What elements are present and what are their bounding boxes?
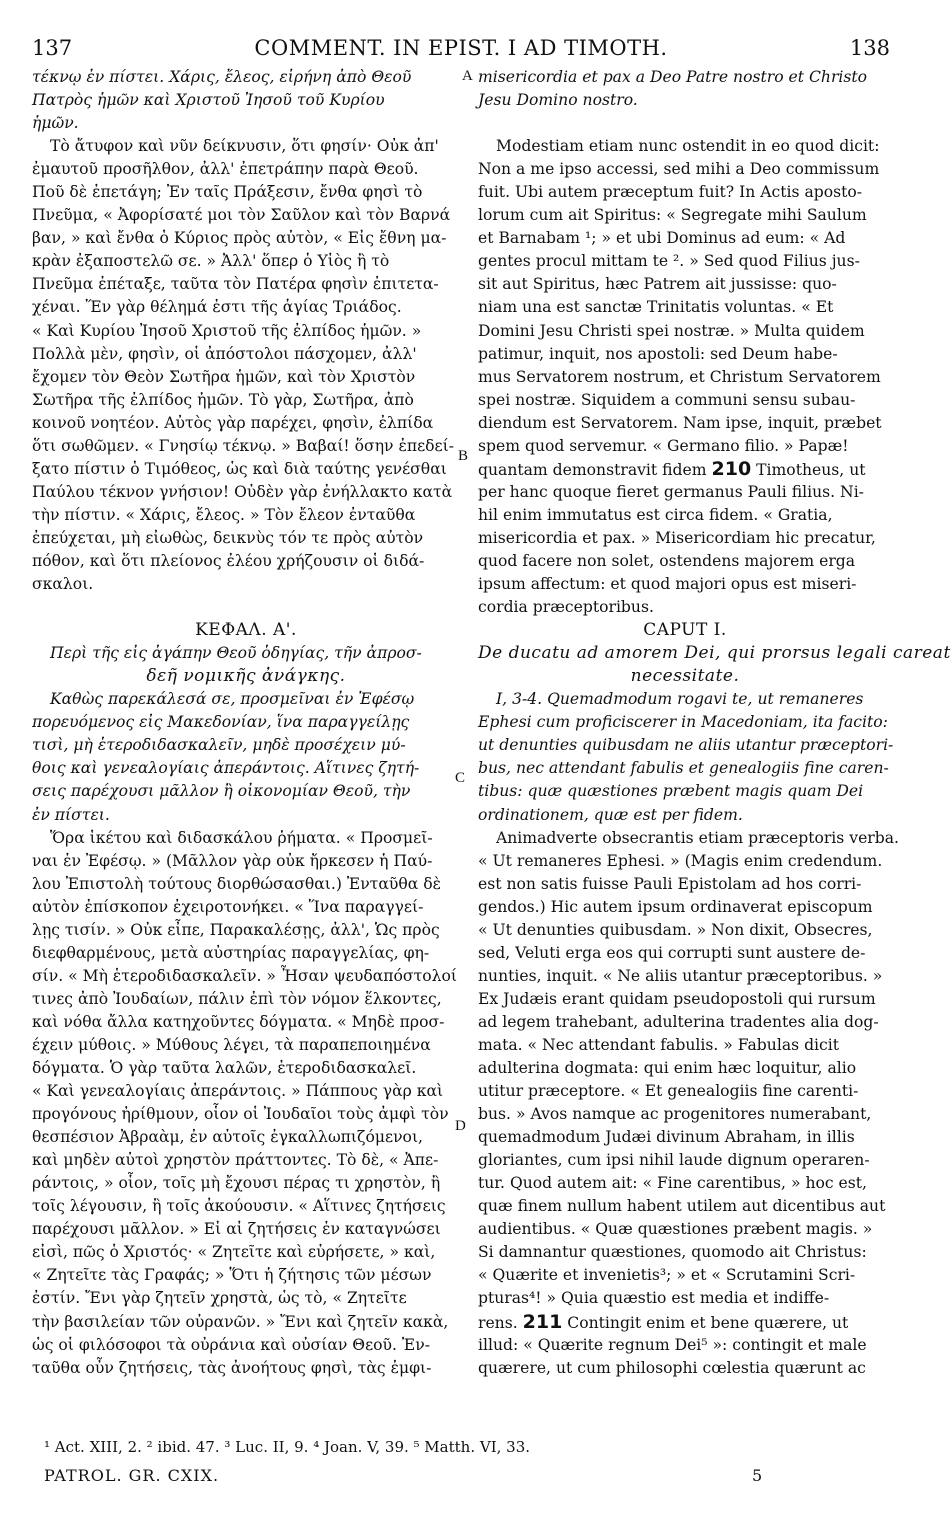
latin-line: quærere, ut cum philosophi cœlestia quærunt ac <box>478 1358 866 1377</box>
column-number: 211 <box>522 1310 563 1333</box>
greek-line: παρέχουσι μᾶλλον. » Εἰ αἱ ζητήσεις ἐν καταγνώσει <box>32 1220 441 1239</box>
latin-line: Ephesi cum proficiscerer in Macedoniam, ita facito: <box>478 713 888 732</box>
greek-line: ἐμαυτοῦ προσῆλθον, ἀλλ' ἐπετράπην παρὰ Θεοῦ. <box>32 160 419 179</box>
greek-line: θεσπέσιον Ἀβραὰμ, ἐν αὐτοῖς ἐγκαλλωπιζόμενοι, <box>32 1128 424 1147</box>
latin-line: gentes procul mittam te ². » Sed quod Filius jus- <box>478 252 860 271</box>
latin-line: gendos.) Hic autem ipsum ordinaverat episcopum <box>478 897 873 916</box>
latin-line <box>478 112 892 135</box>
latin-line: « Quærite et invenietis³; » et « Scrutamini Scri- <box>478 1266 856 1285</box>
latin-line: spem quod servemur. « Germano filio. » Papæ! <box>478 436 849 455</box>
margin-letter-a: A <box>462 68 473 84</box>
greek-line: διεφθαρμένους, μετὰ αὐστηρίας παραγγελίας, φη- <box>32 943 430 962</box>
latin-line: bus, nec attendant fabulis et genealogiis fine caren- <box>478 759 889 778</box>
latin-line: Si damnantur quæstiones, quomodo ait Christus: <box>478 1243 867 1262</box>
greek-line: Σωτῆρα τῆς ἐλπίδος ἡμῶν. Τὸ γὰρ, Σωτῆρα, ἀπὸ <box>32 390 414 409</box>
running-title: COMMENT. IN EPIST. I AD TIMOTH. <box>254 36 668 60</box>
latin-line: CAPUT I. <box>643 620 727 641</box>
latin-line: necessitate. <box>630 666 740 687</box>
footnotes: ¹ Act. XIII, 2. ² ibid. 47. ³ Luc. II, 9. ⁴ Joan. V, 39. ⁵ Matth. VI, 33. <box>44 1438 531 1456</box>
greek-line: ὡς οἱ φιλόσοφοι τὰ οὐράνια καὶ οὐσίαν Θεοῦ. Ἐν- <box>32 1335 430 1354</box>
latin-line: pturas⁴! » Quia quæstio est media et indiffe- <box>478 1289 830 1308</box>
latin-line: « Ut denunties quibusdam. » Non dixit, Obsecres, <box>478 920 873 939</box>
column-number: 210 <box>711 457 752 480</box>
latin-line: quemadmodum Judæi divinum Abraham, in illis <box>478 1128 855 1147</box>
latin-line: cordia præceptoribus. <box>478 598 654 617</box>
greek-line: έχειν μύθοις. » Μύθους λέγει, τὰ παραπεποιημένα <box>32 1035 431 1054</box>
greek-line: Πολλὰ μὲν, φησὶν, οἱ ἀπόστολοι πάσχομεν, ἀλλ' <box>32 344 417 363</box>
latin-line: ad legem trahebant, adulterina tradentes alia dog- <box>478 1012 879 1031</box>
greek-line: σίν. « Μὴ ἑτεροδιδασκαλεῖν. » Ἦσαν ψευδαπόστολοί <box>32 966 457 985</box>
latin-line: Domini Jesu Christi spei nostræ. » Multa quidem <box>478 321 865 340</box>
greek-line: κοινοῦ νοητέον. Αὐτὸς γὰρ παρέχει, φησὶν, ἐλπίδα <box>32 413 434 432</box>
greek-line: βαν, » καὶ ἔνθα ὁ Κύριος πρὸς αὐτὸν, « Εἰς ἔθνη μα- <box>32 229 447 248</box>
latin-line: nunties, inquit. « Ne aliis utantur præceptoribus. » <box>478 966 883 985</box>
greek-line: « Καὶ γενεαλογίαις ἀπεράντοις. » Πάππους γὰρ καὶ <box>32 1082 444 1101</box>
page-number-right: 138 <box>849 36 890 60</box>
latin-line: gloriantes, cum ipsi nihil laude dignum operaren- <box>478 1151 870 1170</box>
greek-line: Καθὼς παρεκάλεσά σε, προσμεῖναι ἐν Ἐφέσῳ <box>50 690 415 709</box>
greek-line: ξατο πίστιν ὁ Τιμόθεος, ὡς καὶ διὰ ταύτης γενέσθαι <box>32 459 447 478</box>
latin-line: misericordia et pax a Deo Patre nostro et Christo <box>478 68 868 86</box>
latin-line: fuit. Ubi autem præceptum fuit? In Actis aposto- <box>478 183 863 202</box>
greek-line: σεις παρέχουσι μᾶλλον ἢ οἰκονομίαν Θεοῦ, τὴν <box>32 782 411 801</box>
greek-line: « Ζητεῖτε τὰς Γραφάς; » Ὅτι ἡ ζήτησις τῶν μέσων <box>32 1266 432 1285</box>
latin-line: Jesu Domino nostro. <box>478 91 638 110</box>
latin-line: Non a me ipso accessi, sed mihi a Deo commissum <box>478 160 880 179</box>
latin-line: Modestiam etiam nunc ostendit in eo quod dicit: <box>496 137 880 156</box>
greek-line: ὅτι σωθῶμεν. « Γνησίῳ τέκνῳ. » Βαβαί! ὅσην ἐπεδεί- <box>32 436 455 455</box>
greek-line: αὐτὸν ἐπίσκοπον ἐχειροτονήκει. « Ἵνα παραγγεί- <box>32 897 424 916</box>
running-header <box>32 36 890 64</box>
greek-line <box>32 596 460 619</box>
greek-line: ἔχομεν τὸν Θεὸν Σωτῆρα ἡμῶν, καὶ τὸν Χριστὸν <box>32 367 416 386</box>
latin-line: rens. 211 Contingit enim et bene quærere, ut <box>478 1310 849 1333</box>
greek-line: ἡμῶν. <box>32 114 79 133</box>
greek-line: ἐπεύχεται, μὴ εἰωθὼς, δεικνὺς τόν τε πρὸς αὐτὸν <box>32 528 424 547</box>
latin-line: Ex Judæis erant quidam pseudopostoli qui rursum <box>478 989 876 1008</box>
greek-line: προγόνους ἠρίθμουν, οἷον οἱ Ἰουδαῖοι τοὺς ἀμφὶ τὸν <box>32 1105 449 1124</box>
latin-line: ut denunties quibusdam ne aliis utantur præceptori- <box>478 736 894 755</box>
latin-line: et Barnabam ¹; » et ubi Dominus ad eum: « Ad <box>478 229 846 248</box>
latin-line: adulterina dogmata: qui enim hæc loquitur, alio <box>478 1059 857 1078</box>
greek-line: ταῦθα οὖν ζητήσεις, τὰς ἀνοήτους φησὶ, τὰς ἐμφι- <box>32 1358 432 1377</box>
greek-line: ἐστίν. Ἔνι γὰρ ζητεῖν χρηστὰ, ὡς τὸ, « Ζητεῖτε <box>32 1289 407 1308</box>
greek-line: δόγματα. Ὁ γὰρ ταῦτα λαλῶν, ἑτεροδιδασκαλεῖ. <box>32 1059 417 1078</box>
latin-line: utitur præceptore. « Et genealogiis fine carenti- <box>478 1082 859 1101</box>
greek-line: πόθον, καὶ ὅτι πλείονος ἐλέου χρήζουσιν οἱ διδά- <box>32 551 425 570</box>
latin-line: quæ finem nullum habent utilem aut dicentibus aut <box>478 1197 886 1216</box>
latin-line: sit aut Spiritus, hæc Patrem ait jussisse: quo- <box>478 275 837 294</box>
greek-line: εἰσὶ, πῶς ὁ Χριστός· « Ζητεῖτε καὶ εὑρήσετε, » καὶ, <box>32 1243 436 1262</box>
latin-column <box>478 66 951 1380</box>
latin-line: spei nostræ. Siquidem a communi sensu subau- <box>478 390 856 409</box>
latin-line: mata. « Nec attendant fabulis. » Fabulas dicit <box>478 1035 840 1054</box>
latin-line: audientibus. « Quæ quæstiones præbent magis. » <box>478 1220 873 1239</box>
greek-line: λῃς τισίν. » Οὐκ εἶπε, Παρακαλέσῃς, ἀλλ', Ὡς πρὸς <box>32 920 440 939</box>
greek-line: Πατρὸς ἡμῶν καὶ Χριστοῦ Ἰησοῦ τοῦ Κυρίου <box>32 91 385 110</box>
latin-line: bus. » Avos namque ac progenitores numerabant, <box>478 1105 872 1124</box>
footer-series: PATROL. GR. CXIX. <box>44 1466 220 1485</box>
latin-line: quod facere non solet, ostendens majorem erga <box>478 551 856 570</box>
latin-line: Animadverte obsecrantis etiam præceptoris verba. <box>496 828 899 847</box>
latin-line: ipsum affectum: et quod majori opus est miseri- <box>478 575 857 594</box>
greek-line: « Καὶ Κυρίου Ἰησοῦ Χριστοῦ τῆς ἐλπίδος ἡμῶν. » <box>32 321 422 340</box>
greek-line: χέναι. Ἕν γὰρ θέλημά ἐστι τῆς ἁγίας Τριάδος. <box>32 298 402 317</box>
greek-line: θοις καὶ γενεαλογίαις ἀπεράντοις. Αἵτινες ζητή- <box>32 759 420 778</box>
greek-column <box>32 66 460 1380</box>
greek-line: λου Ἐπιστολὴ τούτους διορθώσασθαι.) Ἐνταῦθα δὲ <box>32 874 441 893</box>
latin-line: per hanc quoque fieret germanus Pauli filius. Ni- <box>478 482 864 501</box>
greek-line: καὶ νόθα ἄλλα κατηχοῦντες δόγματα. « Μηδὲ προσ- <box>32 1012 445 1031</box>
latin-line: sed, Veluti erga eos qui corrupti sunt austere de- <box>478 943 866 962</box>
margin-letter-b: B <box>458 448 469 464</box>
latin-line: tibus: quæ quæstiones præbent magis quam Dei <box>478 782 864 801</box>
greek-line: Πνεῦμα ἐπέταξε, ταῦτα τὸν Πατέρα φησὶν ἐπιτετα- <box>32 275 439 294</box>
latin-line: I, 3-4. Quemadmodum rogavi te, ut remaneres <box>496 690 864 709</box>
margin-letter-d: D <box>455 1118 466 1134</box>
latin-line: tur. Quod autem ait: « Fine carentibus, » hoc est, <box>478 1174 868 1193</box>
greek-line: τὴν βασιλείαν τῶν οὐρανῶν. » Ἔνι καὶ ζητεῖν κακὰ, <box>32 1312 449 1331</box>
latin-line: lorum cum ait Spiritus: « Segregate mihi Saulum <box>478 206 867 225</box>
latin-line: misericordia et pax. » Misericordiam hic precatur, <box>478 528 876 547</box>
greek-line: σκαλοι. <box>32 575 94 594</box>
latin-line: ordinationem, quæ est per fidem. <box>478 805 743 824</box>
latin-line: « Ut remaneres Ephesi. » (Magis enim credendum. <box>478 851 883 870</box>
greek-line: ράντοις, » οἷον, τοῖς μὴ ἔχουσι πέρας τι χρηστὸν, ἢ <box>32 1174 441 1193</box>
margin-letter-c: C <box>455 770 466 786</box>
latin-line: diendum est Servatorem. Nam ipse, inquit, præbet <box>478 413 882 432</box>
latin-line: quantam demonstravit fidem 210 Timotheus, ut <box>478 457 866 480</box>
page-number-left: 137 <box>32 36 73 60</box>
latin-line: niam una est sanctæ Trinitatis voluntas. « Et <box>478 298 834 317</box>
latin-line: patimur, inquit, nos apostoli: sed Deum habe- <box>478 344 838 363</box>
latin-line: hil enim immutatus est circa fidem. « Gratia, <box>478 505 833 524</box>
greek-line: καὶ μηδὲν αὐτοὶ χρηστὸν πράττοντες. Τὸ δὲ, « Ἀπε- <box>32 1151 439 1170</box>
greek-line: τοῖς λέγουσιν, ἢ τοῖς ἀκούουσιν. « Αἵτινες ζητήσεις <box>32 1197 446 1216</box>
greek-line: Τὸ ἄτυφον καὶ νῦν δείκνυσιν, ὅτι φησίν· Οὐκ ἀπ' <box>50 137 439 156</box>
greek-line: δεῆ νομικῆς ἀνάγκης. <box>146 666 346 687</box>
footer-signature: 5 <box>752 1466 763 1485</box>
greek-line: τινες ἀπὸ Ἰουδαίων, πάλιν ἐπὶ τὸν νόμον ἕλκοντες, <box>32 989 442 1008</box>
greek-line: ναι ἐν Ἐφέσῳ. » (Μᾶλλον γὰρ οὐκ ἤρκεσεν ἡ Παύ- <box>32 851 433 870</box>
greek-line: Περὶ τῆς εἰς ἀγάπην Θεοῦ ὁδηγίας, τῆν ἀπροσ- <box>50 644 422 663</box>
greek-line: πορευόμενος εἰς Μακεδονίαν, ἵνα παραγγείλῃς <box>32 713 410 732</box>
greek-line: Παύλου τέκνον γνήσιον! Οὐδὲν γὰρ ἐνήλλακτο κατὰ <box>32 482 453 501</box>
greek-line: τέκνῳ ἐν πίστει. Χάρις, ἔλεος, εἰρήνη ἀπὸ Θεοῦ <box>32 68 412 86</box>
greek-line: τισὶ, μὴ ἑτεροδιδασκαλεῖν, μηδὲ προσέχειν μύ- <box>32 736 406 755</box>
latin-line: est non satis fuisse Pauli Epistolam ad hos corri- <box>478 874 862 893</box>
greek-line: Πνεῦμα, « Ἀφορίσατέ μοι τὸν Σαῦλον καὶ τὸν Βαρνά <box>32 206 451 225</box>
greek-line: Ὅρα ἱκέτου καὶ διδασκάλου ῥήματα. « Προσμεῖ- <box>50 828 433 847</box>
greek-line: ΚΕΦΑΛ. Α'. <box>195 620 297 641</box>
greek-line: τὴν πίστιν. « Χάρις, ἔλεος. » Τὸν ἔλεον ἐνταῦθα <box>32 505 416 524</box>
greek-line: Ποῦ δὲ ἐπετάγη; Ἐν ταῖς Πράξεσιν, ἔνθα φησὶ τὸ <box>32 183 423 202</box>
greek-line: κρὰν ἐξαποστελῶ σε. » Ἀλλ' ὅπερ ὁ Υἱὸς ἢ τὸ <box>32 252 390 271</box>
latin-line: illud: « Quærite regnum Dei⁵ »: contingit et male <box>478 1335 867 1354</box>
latin-line: De ducatu ad amorem Dei, qui prorsus legali careat <box>478 643 951 664</box>
greek-line: ἐν πίστει. <box>32 805 110 824</box>
latin-line: mus Servatorem nostrum, et Christum Servatorem <box>478 367 881 386</box>
